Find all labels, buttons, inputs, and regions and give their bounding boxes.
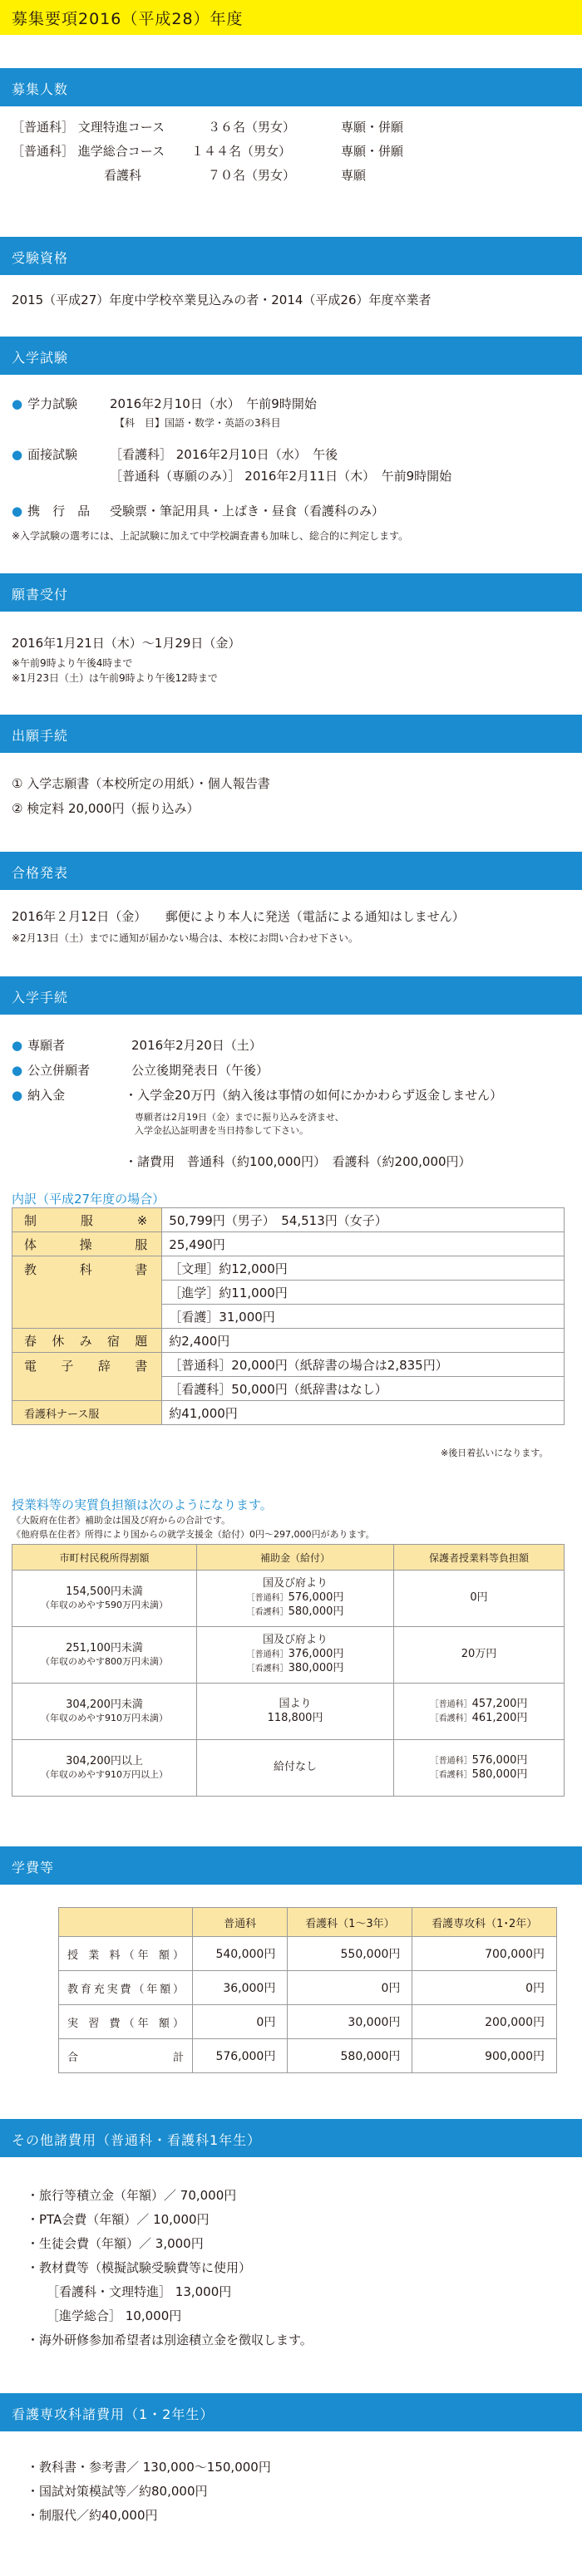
breakdown-title: 内訳（平成27年度の場合）	[12, 1192, 165, 1207]
table-row: 304,200円以上 （年収のめやす910万円以上） 給付なし ［普通科］576,000円 ［看護科］580,000円	[12, 1740, 565, 1797]
page-title: 募集要項2016（平成28）年度	[12, 10, 244, 28]
table-row: 251,100円未満 （年収のめやす800万円未満） 国及び府より ［普通科］376,000円 ［看護科］380,000円 20万円	[12, 1627, 565, 1684]
admission-pay-note-1: 専願者は2月19日（金）までに振り込みを済ませ、	[135, 1112, 344, 1123]
aid-title: 授業料等の実質負担額は次のようになります。	[12, 1497, 273, 1512]
admission-pay-misc: ・諸費用 普通科（約100,000円） 看護科（約200,000円）	[125, 1154, 471, 1169]
exam-items: 受験票・筆記用具・上ばき・昼食（看護科のみ）	[110, 504, 385, 519]
table-row: 教育充実費（年額） 36,000円 0円 0円	[59, 1971, 557, 2005]
list-item: ・PTA会費（年額）／ 10,000円	[27, 2212, 210, 2227]
procedure-item-2: ② 検定料 20,000円（振り込み）	[12, 801, 200, 816]
exam-note: ※入学試験の選考には、上記試験に加えて中学校調査書も加味し、総合的に判定します。	[12, 530, 409, 542]
section-header-fees: 学費等	[0, 1846, 582, 1885]
list-item: ・海外研修参加希望者は別途積立金を徴収します。	[27, 2333, 313, 2347]
section-header-admission: 入学手続	[0, 976, 582, 1015]
table-row: 体 操 服 25,490円	[12, 1232, 565, 1256]
breakdown-note: ※後日着払いになります。	[441, 1448, 549, 1458]
table-row: ［進学］約11,000円	[12, 1281, 565, 1305]
table-header-row: 普通科 看護科（1〜3年） 看護専攻科（1･2年）	[59, 1908, 557, 1937]
recruit-type-2: 専願・併願	[341, 144, 404, 159]
section-header-result: 合格発表	[0, 852, 582, 890]
recruit-type-3: 専願	[341, 168, 367, 183]
list-item: ［看護科・文理特進］ 13,000円	[47, 2284, 232, 2299]
list-item: ・教科書・参考書／ 130,000〜150,000円	[27, 2460, 271, 2475]
aid-note-2: 《他府県在住者》所得により国からの就学支援金（給付）0円〜297,000円があります。	[12, 1529, 375, 1540]
recruit-num-2: １４４名（男女）	[191, 144, 292, 159]
application-note-2: ※1月23日（土）は午前9時より午後12時まで	[12, 672, 218, 684]
recruit-num-1: ３６名（男女）	[208, 120, 296, 135]
procedure-item-1: ① 入学志願書（本校所定の用紙）・個人報告書	[12, 776, 270, 791]
breakdown-table	[12, 1207, 565, 1425]
table-row: 154,500円未満 （年収のめやす590万円未満） 国及び府より ［普通科］576,000円 ［看護科］580,000円 0円	[12, 1571, 565, 1627]
exam-interview-label: 面接試験	[27, 447, 78, 462]
recruit-dept-2: ［普通科］ 進学総合コース	[12, 144, 165, 159]
section-header-exam: 入学試験	[0, 337, 582, 375]
table-row: 春休み宿題 約2,400円	[12, 1329, 565, 1353]
qualification-text: 2015（平成27）年度中学校卒業見込みの者・2014（平成26）年度卒業者	[12, 293, 432, 307]
table-row: 実 習 費（年 額） 0円 30,000円 200,000円	[59, 2005, 557, 2039]
recruit-dept-1: ［普通科］ 文理特進コース	[12, 120, 165, 135]
section-header-qualification: 受験資格	[0, 237, 582, 275]
fees-table	[58, 1907, 557, 2073]
bullet-icon: ●	[12, 1088, 23, 1103]
list-item: ・旅行等積立金（年額）／ 70,000円	[27, 2188, 237, 2203]
admission-senkan-label: 専願者	[27, 1038, 66, 1053]
list-item: ［進学総合］ 10,000円	[47, 2308, 182, 2323]
result-note: ※2月13日（土）までに通知が届かない場合は、本校にお問い合わせ下さい。	[12, 932, 358, 944]
table-row: 授 業 料（年 額） 540,000円 550,000円 700,000円	[59, 1937, 557, 1971]
application-period: 2016年1月21日（木）〜1月29日（金）	[12, 636, 241, 651]
table-row: 制 服 ※ 50,799円（男子） 54,513円（女子）	[12, 1208, 565, 1232]
section-header-application: 願書受付	[0, 573, 582, 612]
title-bar	[0, 0, 582, 35]
section-header-procedure: 出願手続	[0, 715, 582, 753]
table-row: 304,200円未満 （年収のめやす910万円未満） 国より 118,800円 ［普通科］457,200円 ［看護科］461,200円	[12, 1684, 565, 1740]
section-header-other-fees: その他諸費用（普通科・看護科1年生）	[0, 2119, 582, 2157]
exam-written-subjects: 【科 目】国語・数学・英語の3科目	[115, 417, 281, 429]
exam-written-label: 学力試験	[27, 396, 78, 411]
bullet-icon: ●	[12, 396, 23, 411]
list-item: ・教材費等（模擬試験受験費等に使用）	[27, 2260, 252, 2275]
result-date: 2016年２月12日（金） 郵便により本人に発送（電話による通知はしません）	[12, 909, 465, 924]
table-header-row: 市町村民税所得割額 補助金（給付） 保護者授業料等負担額	[12, 1545, 565, 1571]
admission-pay-label: 納入金	[27, 1088, 66, 1103]
table-row: ［看護科］50,000円（紙辞書はなし）	[12, 1377, 565, 1401]
admission-heigan-date: 公立後期発表日（午後）	[131, 1063, 269, 1078]
admission-pay-entrance: ・入学金20万円（納入後は事情の如何にかかわらず返金しません）	[125, 1088, 503, 1103]
section-header-nursing-fees: 看護専攻科諸費用（1・2年生）	[0, 2393, 582, 2431]
recruit-dept-3: 看護科	[104, 168, 142, 183]
table-row: 合 計 576,000円 580,000円 900,000円	[59, 2039, 557, 2073]
table-row: 看護科ナース服 約41,000円	[12, 1401, 565, 1425]
list-item: ・制服代／約40,000円	[27, 2508, 158, 2523]
exam-interview-general: ［普通科（専願のみ）］ 2016年2月11日（木） 午前9時開始	[110, 469, 452, 484]
recruit-type-1: 専願・併願	[341, 120, 404, 135]
bullet-icon: ●	[12, 1038, 23, 1053]
section-header-recruit: 募集人数	[0, 68, 582, 106]
bullet-icon: ●	[12, 504, 23, 519]
bullet-icon: ●	[12, 447, 23, 462]
table-row: 教 科 書 ［文理］約12,000円	[12, 1256, 565, 1281]
table-row: 電 子 辞 書 ［普通科］20,000円（紙辞書の場合は2,835円）	[12, 1353, 565, 1377]
exam-items-label: 携 行 品	[27, 504, 91, 519]
exam-written-date: 2016年2月10日（水） 午前9時開始	[110, 396, 317, 411]
admission-senkan-date: 2016年2月20日（土）	[131, 1038, 262, 1053]
list-item: ・国試対策模試等／約80,000円	[27, 2484, 208, 2499]
admission-pay-note-2: 入学金払込証明書を当日持参して下さい。	[135, 1125, 308, 1136]
exam-interview-nursing: ［看護科］ 2016年2月10日（水） 午後	[110, 447, 338, 462]
bullet-icon: ●	[12, 1063, 23, 1078]
aid-table	[12, 1544, 565, 1797]
list-item: ・生徒会費（年額）／ 3,000円	[27, 2236, 204, 2251]
aid-note-1: 《大阪府在住者》補助金は国及び府からの合計です。	[12, 1515, 231, 1526]
table-row: ［看護］31,000円	[12, 1305, 565, 1329]
application-note-1: ※午前9時より午後4時まで	[12, 657, 133, 669]
recruit-num-3: ７０名（男女）	[208, 168, 296, 183]
admission-heigan-label: 公立併願者	[27, 1063, 91, 1078]
